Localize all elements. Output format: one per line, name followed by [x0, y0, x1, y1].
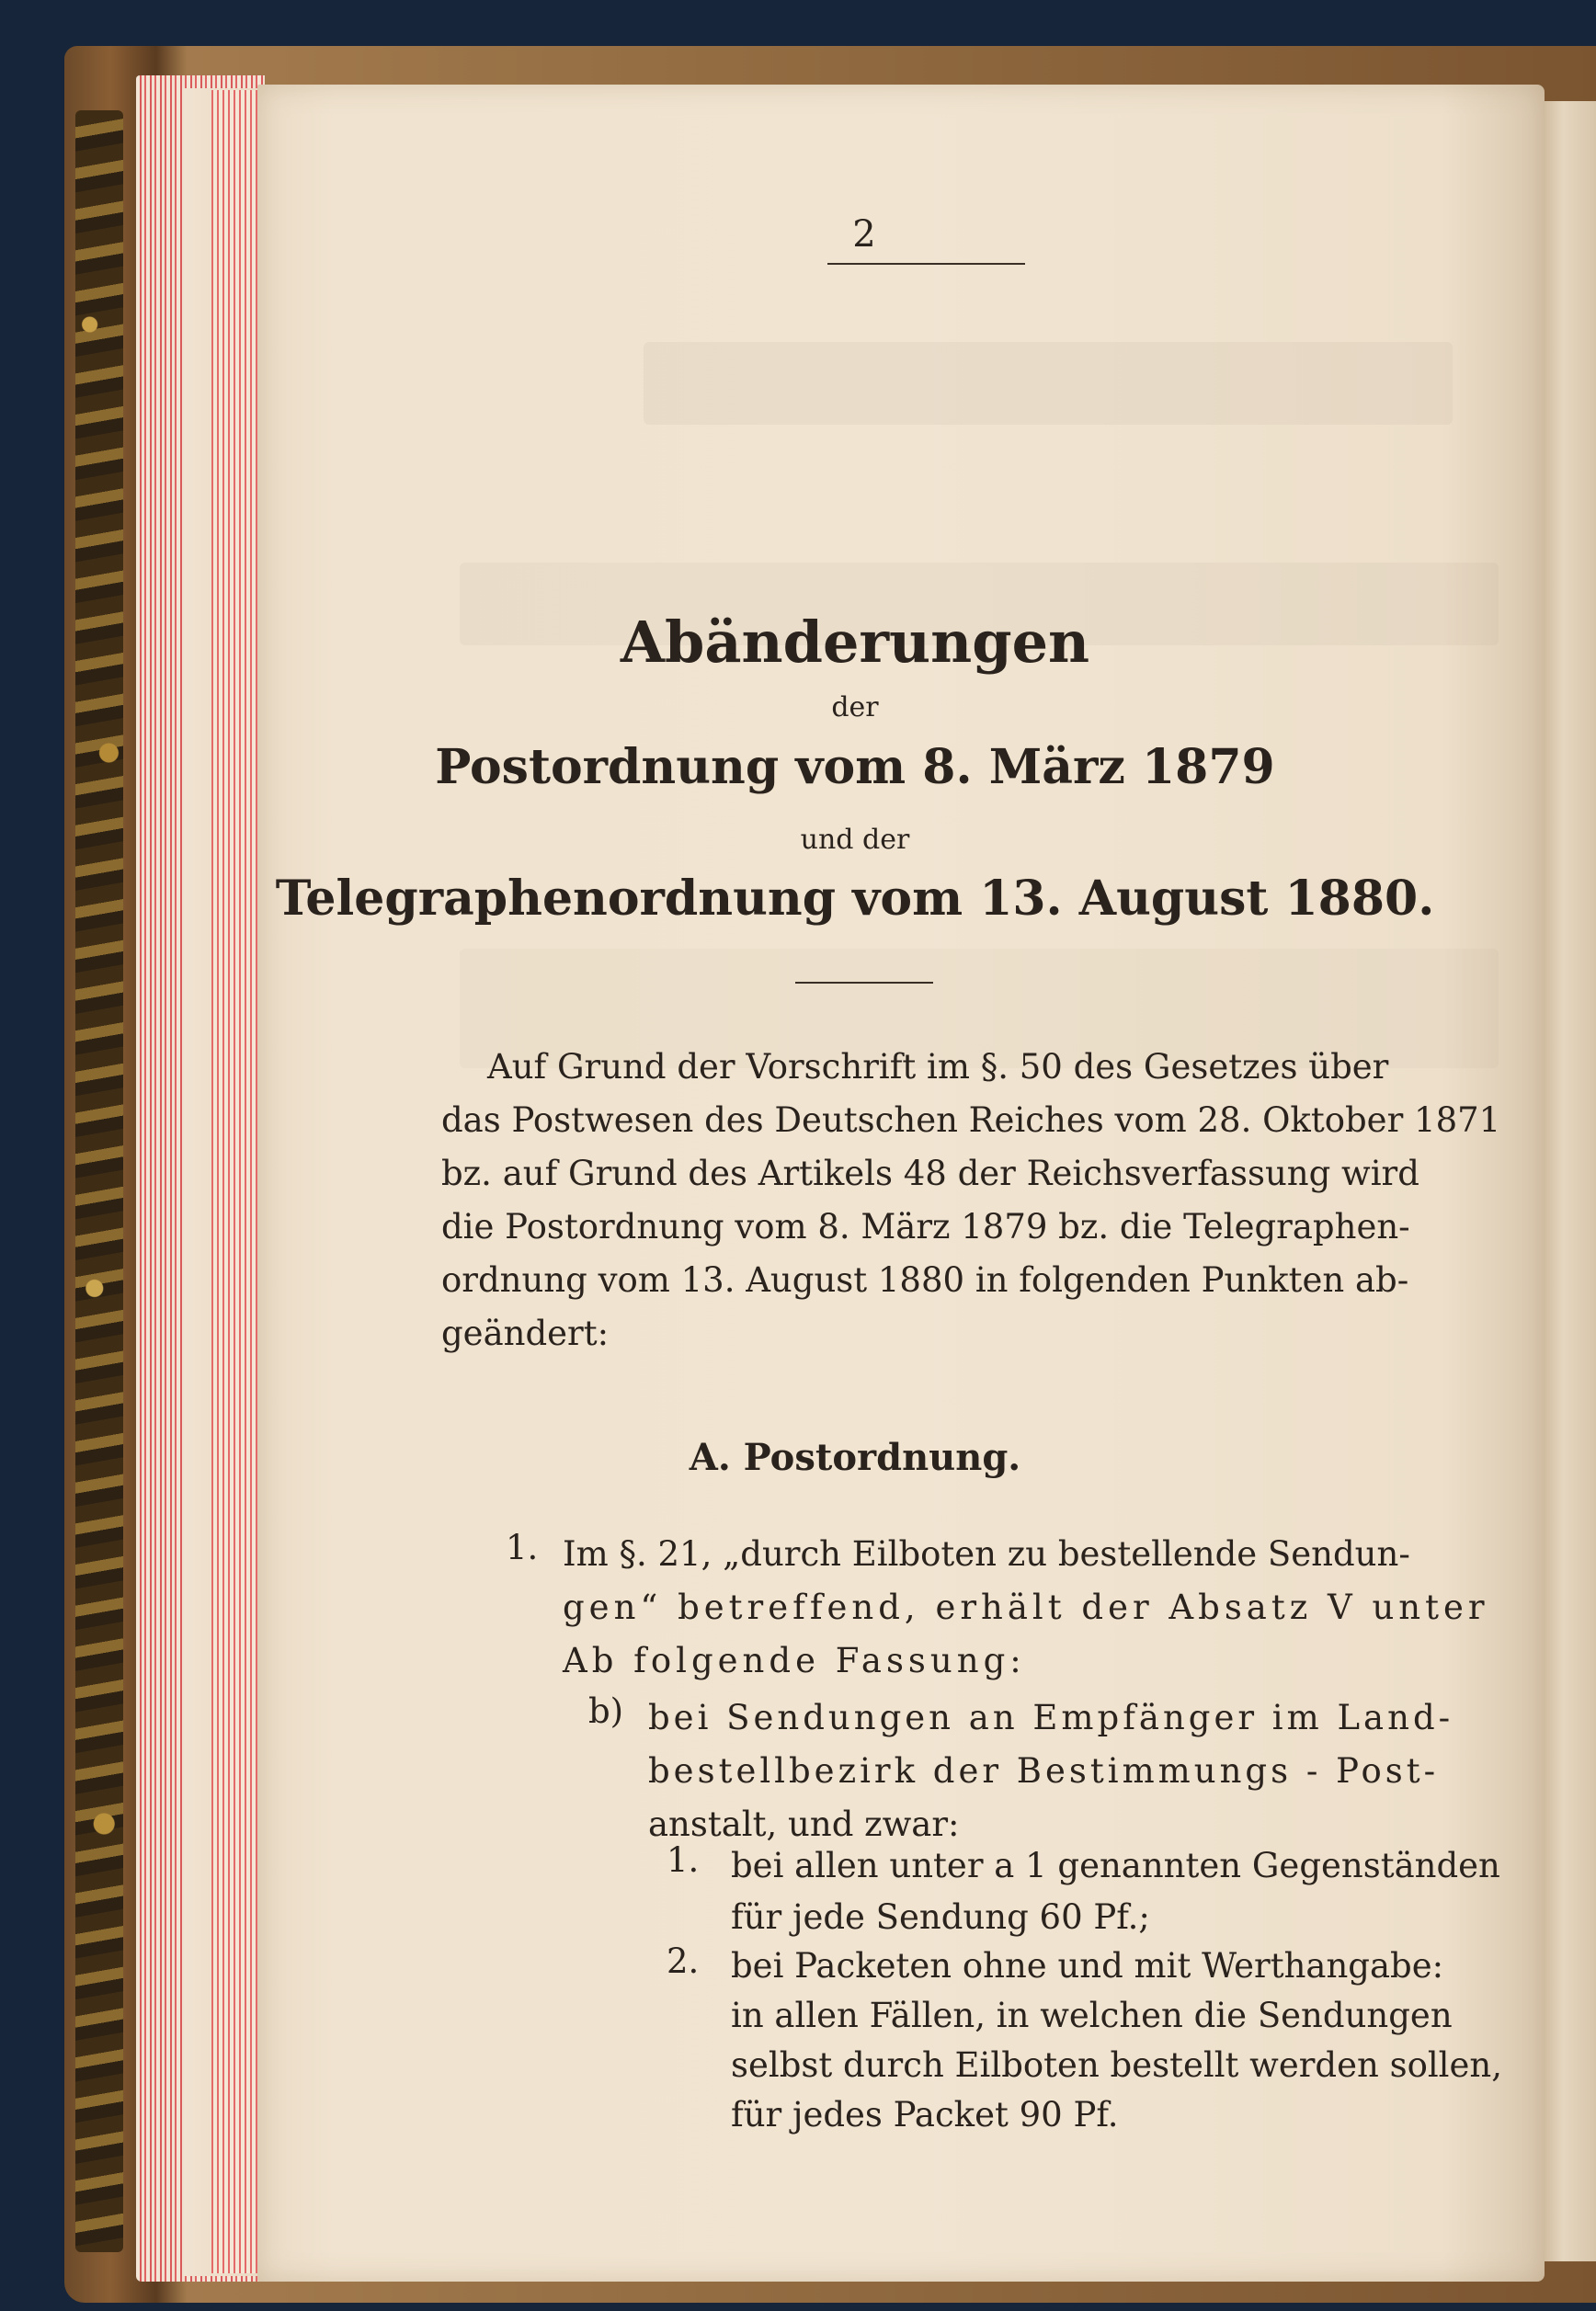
bleed-through-block-1	[644, 342, 1453, 425]
right-page-edge	[1541, 101, 1596, 2261]
intro-line: Auf Grund der Vorschrift im §. 50 des Gesetzes über	[487, 1047, 1389, 1087]
red-page-edge	[211, 90, 261, 2273]
subitem-1-text	[731, 1840, 1500, 1943]
page-number-rule	[827, 263, 1025, 265]
item-b-line: anstalt, und zwar:	[648, 1804, 960, 1844]
item-b-line: bestellbezirk der Bestimmungs - Post-	[648, 1751, 1440, 1791]
book-page	[257, 85, 1545, 2282]
item-1-line: gen“ betreffend, erhält der Absatz V unter	[563, 1588, 1489, 1627]
item-b-label: b)	[588, 1691, 624, 1731]
subitem-2-line: selbst durch Eilboten bestellt werden sollen,	[731, 2045, 1503, 2085]
heading-und-der: und der	[800, 824, 910, 856]
intro-line: das Postwesen des Deutschen Reiches vom 28. Oktober 1871	[441, 1100, 1501, 1140]
marbled-spine	[75, 110, 123, 2252]
intro-line: bz. auf Grund des Artikels 48 der Reichsverfassung wird	[441, 1154, 1419, 1193]
subitem-2-line: für jedes Packet 90 Pf.	[731, 2095, 1119, 2135]
subitem-1-line: für jede Sendung 60 Pf.;	[731, 1897, 1150, 1937]
heading-der: der	[831, 691, 879, 723]
subitem-2-line: bei Packeten ohne und mit Werthangabe:	[731, 1946, 1444, 1986]
intro-paragraph	[441, 1041, 1501, 1360]
document-title: Abänderungen	[620, 609, 1090, 676]
page-number: 2	[852, 213, 876, 256]
item-1-text	[563, 1528, 1489, 1688]
item-b-line: bei Sendungen an Empfänger im Land-	[648, 1698, 1454, 1737]
item-1-number: 1.	[506, 1528, 539, 1567]
subitem-1-line: bei allen unter a 1 genannten Gegenständen	[731, 1846, 1500, 1885]
intro-line: die Postordnung vom 8. März 1879 bz. die Telegraphen-	[441, 1207, 1410, 1247]
intro-line: geändert:	[441, 1314, 610, 1353]
heading-rule	[795, 982, 933, 984]
item-b-text	[648, 1691, 1494, 1851]
section-a-heading: A. Postordnung.	[689, 1436, 1021, 1479]
item-1-line: Ab folgende Fassung:	[563, 1641, 1026, 1680]
heading-telegraphenordnung: Telegraphenordnung vom 13. August 1880.	[275, 871, 1435, 927]
subitem-2-line: in allen Fällen, in welchen die Sendungen	[731, 1996, 1453, 2035]
subitem-2-number: 2.	[667, 1941, 700, 1981]
intro-line: ordnung vom 13. August 1880 in folgenden Punkten ab-	[441, 1260, 1409, 1300]
subitem-2-text	[731, 1941, 1503, 2140]
heading-postordnung: Postordnung vom 8. März 1879	[435, 739, 1275, 795]
item-1-line: Im §. 21, „durch Eilboten zu bestellende Sendun-	[563, 1534, 1410, 1574]
subitem-1-number: 1.	[667, 1840, 700, 1880]
